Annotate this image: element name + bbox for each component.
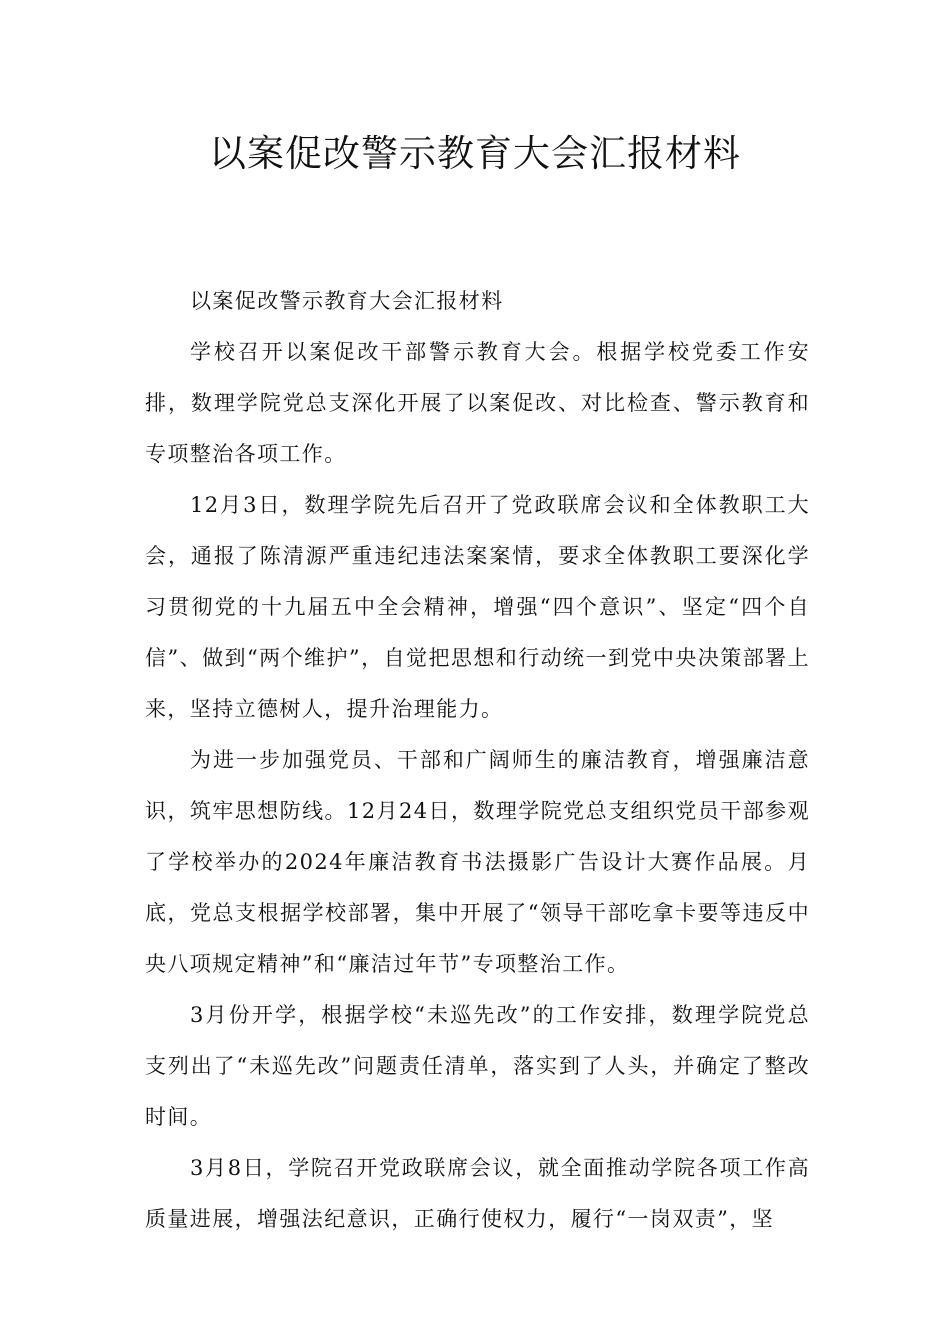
paragraph-integrity-education: 为进一步加强党员、干部和广阔师生的廉洁教育，增强廉洁意识，筑牢思想防线。12月24日，数理学院党总支组织党员干部参观了学校举办的2024年廉洁教育书法摄影广告设计大赛作品展。月底，党总支根据学校部署，集中开展了“领导干部吃拿卡要等违反中央八项规定精神”和“廉洁过年节”专项整治工作。 [145, 748, 810, 976]
document-title: 以案促改警示教育大会汇报材料 [209, 132, 741, 175]
paragraph-dec-3: 12月3日，数理学院先后召开了党政联席会议和全体教职工大会，通报了陈清源严重违纪违法案案情，要求全体教职工要深化学习贯彻党的十九届五中全会精神，增强“四个意识”、坚定“四个自信”、做到“两个维护”，自觉把思想和行动统一到党中央决策部署上来，坚持立德树人，提升治理能力。 [145, 493, 810, 721]
paragraph-march-8: 3月8日，学院召开党政联席会议，就全面推动学院各项工作高质量进展，增强法纪意识，正确行使权力，履行“一岗双责”，坚 [145, 1156, 810, 1231]
document-body [145, 276, 810, 1245]
paragraph-meeting-overview: 学校召开以案促改干部警示教育大会。根据学校党委工作安排，数理学院党总支深化开展了以案促改、对比检查、警示教育和专项整治各项工作。 [145, 340, 810, 466]
paragraph-march-semester: 3月份开学，根据学校“未巡先改”的工作安排，数理学院党总支列出了“未巡先改”问题责任清单，落实到了人头，并确定了整改时间。 [145, 1003, 810, 1129]
paragraph-subtitle: 以案促改警示教育大会汇报材料 [190, 289, 504, 313]
